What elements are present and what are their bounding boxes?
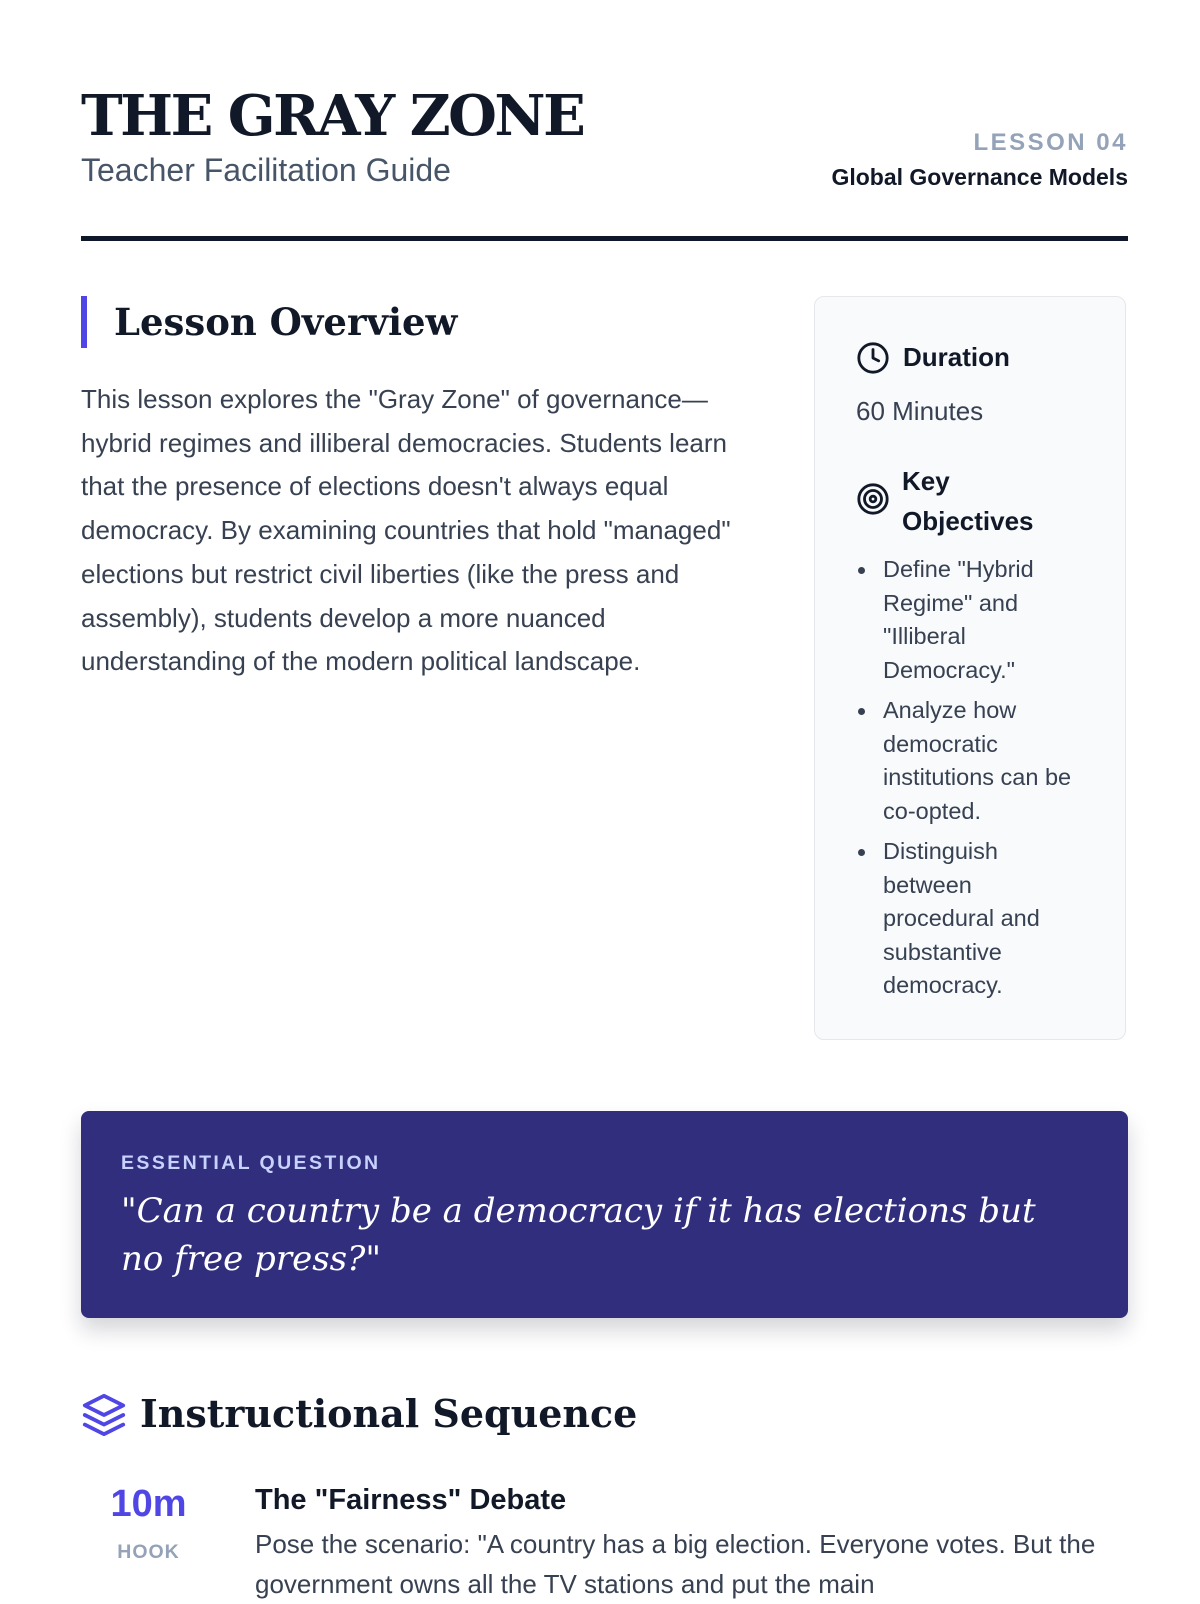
overview-accent-bar (81, 296, 87, 348)
lesson-info-card (814, 296, 1126, 1040)
objective-item: Distinguish between procedural and substantive democracy. (856, 835, 1086, 1003)
clock-icon (856, 341, 890, 375)
essential-question-label: ESSENTIAL QUESTION (121, 1152, 381, 1174)
guide-subtitle: Teacher Facilitation Guide (81, 152, 451, 188)
objectives-label: Key Objectives (902, 466, 1034, 536)
target-icon (856, 482, 890, 516)
step-time: 10m (110, 1483, 187, 1525)
overview-heading: Lesson Overview (114, 300, 458, 344)
step-phase: HOOK (117, 1541, 180, 1563)
duration-label: Duration (903, 342, 1010, 372)
essential-question-box (81, 1111, 1128, 1318)
header-divider (81, 236, 1128, 241)
guide-title: THE GRAY ZONE (81, 83, 584, 149)
step-description: Pose the scenario: "A country has a big election. Everyone votes. But the government owns all the TV stations and put the main (255, 1529, 1096, 1599)
lesson-number: LESSON 04 (973, 129, 1128, 156)
essential-question-text: "Can a country be a democracy if it has elections but no free press?" (121, 1191, 1036, 1279)
lesson-topic: Global Governance Models (831, 164, 1128, 190)
sequence-heading: Instructional Sequence (140, 1391, 638, 1436)
objective-item: Define "Hybrid Regime" and "Illiberal Democracy." (856, 553, 1086, 687)
objective-item: Analyze how democratic institutions can be co-opted. (856, 694, 1086, 828)
objectives-list (856, 553, 1086, 1010)
guide-header (81, 80, 1128, 240)
layers-icon (81, 1392, 127, 1438)
step-title: The "Fairness" Debate (255, 1484, 567, 1516)
overview-body: This lesson explores the "Gray Zone" of governance—hybrid regimes and illiberal democracies. Students learn that the presence of elections doesn't always equal democracy. By examining countries that hold "managed" elections but restrict civil liberties (like the press and assembly), students develop a more nuanced understanding of the modern political landscape. (81, 384, 731, 677)
duration-value: 60 Minutes (856, 396, 984, 426)
